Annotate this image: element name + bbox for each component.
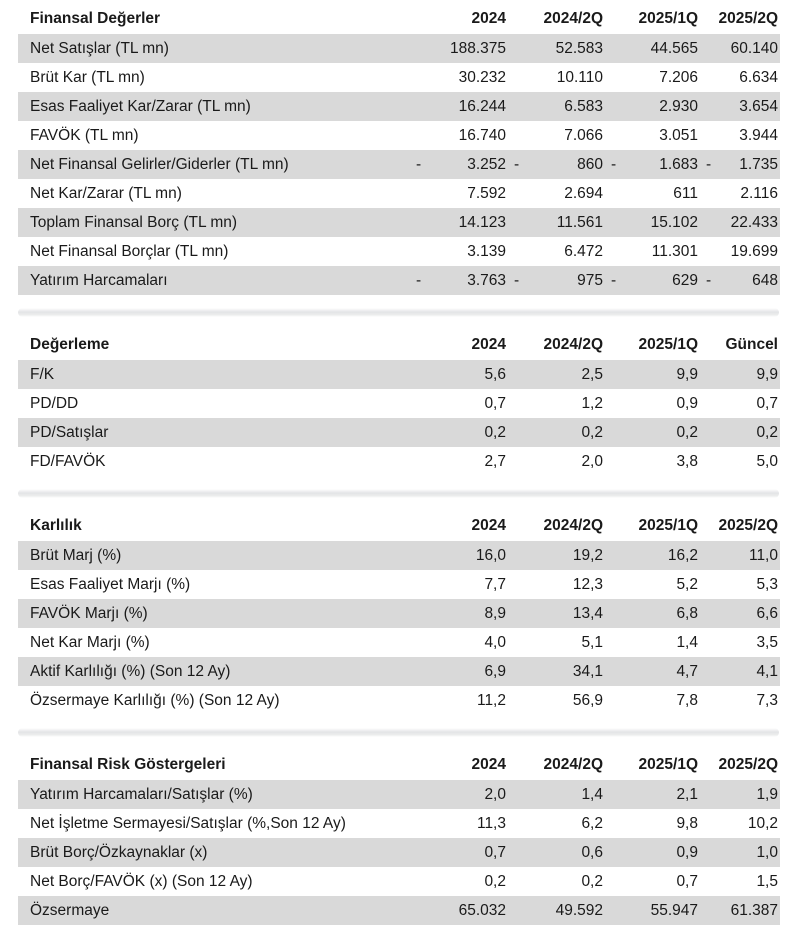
value-text: 8,9 [484, 605, 506, 622]
row-label: Net İşletme Sermayesi/Satışlar (%,Son 12 Ay) [18, 809, 410, 838]
negative-sign: - [706, 156, 712, 173]
table-row [18, 599, 780, 628]
row-value [410, 389, 508, 418]
value-text: 4,1 [756, 663, 778, 680]
value-text: 3.051 [659, 127, 698, 144]
column-header: 2025/1Q [605, 750, 700, 780]
value-text: 3.944 [739, 127, 778, 144]
value-text: 0,6 [581, 844, 603, 861]
row-value [410, 570, 508, 599]
value-text: 1.735 [739, 156, 778, 173]
row-value [508, 599, 605, 628]
row-value [605, 541, 700, 570]
value-text: 6.472 [564, 243, 603, 260]
row-value [508, 34, 605, 63]
value-text: 0,2 [484, 424, 506, 441]
value-text: 4,0 [484, 634, 506, 651]
row-label: Toplam Finansal Borç (TL mn) [18, 208, 410, 237]
row-value [410, 179, 508, 208]
value-text: 7.592 [467, 185, 506, 202]
table-row [18, 179, 780, 208]
row-label: Brüt Borç/Özkaynaklar (x) [18, 838, 410, 867]
value-text: 1,2 [581, 395, 603, 412]
row-label: FAVÖK (TL mn) [18, 121, 410, 150]
row-value [605, 447, 700, 476]
row-value [508, 237, 605, 266]
row-value [508, 809, 605, 838]
value-text: 4,7 [676, 663, 698, 680]
row-value [605, 179, 700, 208]
value-text: 2,1 [676, 786, 698, 803]
row-value [605, 389, 700, 418]
column-header: 2024/2Q [508, 511, 605, 541]
table-row [18, 867, 780, 896]
row-value [508, 389, 605, 418]
row-value [700, 570, 780, 599]
value-text: 11,2 [476, 692, 506, 709]
value-text: 2,5 [581, 366, 603, 383]
separator-band [18, 489, 779, 498]
table-row [18, 570, 780, 599]
table-title: Finansal Değerler [18, 4, 410, 34]
value-text: 3,5 [756, 634, 778, 651]
row-label: Esas Faaliyet Kar/Zarar (TL mn) [18, 92, 410, 121]
row-label: Yatırım Harcamaları [18, 266, 410, 295]
row-value [410, 809, 508, 838]
row-value [410, 63, 508, 92]
row-value [410, 780, 508, 809]
value-text: 0,7 [676, 873, 698, 890]
table-row [18, 208, 780, 237]
column-header: 2024/2Q [508, 750, 605, 780]
row-label: Özsermaye [18, 896, 410, 925]
value-text: 6,6 [756, 605, 778, 622]
block-bottom-gap [0, 476, 797, 489]
value-text: 0,2 [581, 424, 603, 441]
row-value [508, 570, 605, 599]
column-header: 2024/2Q [508, 330, 605, 360]
row-value [700, 92, 780, 121]
block-bottom-gap [0, 715, 797, 728]
row-label: Net Finansal Gelirler/Giderler (TL mn) [18, 150, 410, 179]
table-header-row [18, 4, 780, 34]
table-row [18, 686, 780, 715]
row-value [700, 418, 780, 447]
value-text: 19.699 [730, 243, 778, 260]
value-text: 188.375 [449, 40, 506, 57]
table-row [18, 541, 780, 570]
value-text: 9,9 [676, 366, 698, 383]
value-text: 14.123 [458, 214, 506, 231]
table-row [18, 150, 780, 179]
row-value [605, 838, 700, 867]
row-label: PD/Satışlar [18, 418, 410, 447]
value-text: 11,0 [748, 547, 778, 564]
row-value [605, 63, 700, 92]
row-value [605, 809, 700, 838]
value-text: 52.583 [555, 40, 603, 57]
value-text: 3.139 [467, 243, 506, 260]
value-text: 629 [672, 272, 698, 289]
negative-sign: - [611, 272, 617, 289]
block-separator [0, 728, 797, 737]
negative-sign: - [706, 272, 712, 289]
value-text: 34,1 [572, 663, 603, 680]
value-text: 0,2 [484, 873, 506, 890]
value-text: 2.694 [564, 185, 603, 202]
value-text: 7,8 [676, 692, 698, 709]
value-text: 55.947 [650, 902, 698, 919]
value-text: 2,0 [484, 786, 506, 803]
row-value [508, 208, 605, 237]
row-value [508, 447, 605, 476]
row-value [700, 657, 780, 686]
row-value [700, 686, 780, 715]
row-value [508, 266, 605, 295]
row-label: Brüt Marj (%) [18, 541, 410, 570]
column-header: 2025/2Q [700, 750, 780, 780]
value-text: 11,3 [476, 815, 506, 832]
value-text: 6,2 [581, 815, 603, 832]
row-value [410, 237, 508, 266]
value-text: 0,9 [676, 395, 698, 412]
block-top-gap [0, 498, 797, 511]
separator-band [18, 728, 779, 737]
row-value [700, 121, 780, 150]
row-value [700, 237, 780, 266]
row-value [410, 418, 508, 447]
row-value [700, 628, 780, 657]
value-text: 6,8 [676, 605, 698, 622]
table-header-row [18, 750, 780, 780]
negative-sign: - [514, 156, 520, 173]
block-bottom-gap [0, 295, 797, 308]
negative-sign: - [514, 272, 520, 289]
row-label: Esas Faaliyet Marjı (%) [18, 570, 410, 599]
table-row [18, 447, 780, 476]
value-text: 2,7 [484, 453, 506, 470]
row-value [410, 208, 508, 237]
row-value [410, 121, 508, 150]
value-text: 2.116 [740, 185, 778, 202]
table-row [18, 896, 780, 925]
row-value [700, 266, 780, 295]
value-text: 0,2 [581, 873, 603, 890]
row-value [700, 896, 780, 925]
financial-table [18, 330, 780, 476]
value-text: 22.433 [730, 214, 778, 231]
separator-band [18, 308, 779, 317]
row-value [508, 150, 605, 179]
row-value [605, 896, 700, 925]
row-value [508, 838, 605, 867]
value-text: 6.634 [739, 69, 778, 86]
row-value [508, 867, 605, 896]
column-header: 2024 [410, 4, 508, 34]
table-header-row [18, 330, 780, 360]
value-text: 5,1 [581, 634, 603, 651]
value-text: 2.930 [659, 98, 698, 115]
table-title: Karlılık [18, 511, 410, 541]
row-value [410, 657, 508, 686]
value-text: 7.206 [659, 69, 698, 86]
row-value [605, 92, 700, 121]
value-text: 0,2 [756, 424, 778, 441]
table-row [18, 266, 780, 295]
value-text: 3.763 [467, 272, 506, 289]
row-label: Net Kar Marjı (%) [18, 628, 410, 657]
value-text: 5,3 [756, 576, 778, 593]
row-value [508, 896, 605, 925]
financial-table [18, 750, 780, 925]
value-text: 7.066 [564, 127, 603, 144]
row-value [410, 150, 508, 179]
row-label: FD/FAVÖK [18, 447, 410, 476]
row-label: PD/DD [18, 389, 410, 418]
row-value [605, 867, 700, 896]
value-text: 49.592 [555, 902, 603, 919]
row-label: Net Borç/FAVÖK (x) (Son 12 Ay) [18, 867, 410, 896]
table-header-row [18, 511, 780, 541]
row-value [605, 266, 700, 295]
row-value [605, 570, 700, 599]
value-text: 860 [577, 156, 603, 173]
row-value [605, 360, 700, 389]
value-text: 15.102 [650, 214, 698, 231]
value-text: 16.740 [458, 127, 506, 144]
value-text: 1,5 [756, 873, 778, 890]
row-value [605, 121, 700, 150]
column-header: 2024 [410, 330, 508, 360]
table-row [18, 34, 780, 63]
row-value [410, 628, 508, 657]
value-text: 10,2 [747, 815, 778, 832]
row-label: Net Finansal Borçlar (TL mn) [18, 237, 410, 266]
value-text: 1,9 [756, 786, 778, 803]
value-text: 611 [673, 185, 698, 202]
row-value [605, 208, 700, 237]
row-value [508, 418, 605, 447]
value-text: 1.683 [659, 156, 698, 173]
row-value [605, 628, 700, 657]
column-header: 2024 [410, 511, 508, 541]
row-value [605, 780, 700, 809]
row-value [605, 237, 700, 266]
negative-sign: - [416, 156, 422, 173]
column-header: 2025/1Q [605, 4, 700, 34]
table-title: Değerleme [18, 330, 410, 360]
row-value [605, 686, 700, 715]
value-text: 7,3 [756, 692, 778, 709]
block-separator [0, 489, 797, 498]
value-text: 65.032 [458, 902, 506, 919]
row-label: FAVÖK Marjı (%) [18, 599, 410, 628]
value-text: 11.561 [556, 214, 603, 231]
row-value [605, 34, 700, 63]
row-value [700, 780, 780, 809]
row-value [508, 179, 605, 208]
table-row [18, 628, 780, 657]
row-value [410, 838, 508, 867]
value-text: 9,9 [756, 366, 778, 383]
column-header: Güncel [700, 330, 780, 360]
value-text: 0,7 [756, 395, 778, 412]
value-text: 648 [752, 272, 778, 289]
value-text: 6.583 [564, 98, 603, 115]
value-text: 16,2 [667, 547, 698, 564]
column-header: 2025/1Q [605, 511, 700, 541]
row-value [700, 809, 780, 838]
row-value [700, 360, 780, 389]
value-text: 16.244 [458, 98, 506, 115]
value-text: 12,3 [572, 576, 603, 593]
column-header: 2025/2Q [700, 4, 780, 34]
block-bottom-gap [0, 925, 797, 938]
row-label: Brüt Kar (TL mn) [18, 63, 410, 92]
row-value [700, 599, 780, 628]
table-row [18, 657, 780, 686]
row-value [410, 541, 508, 570]
financial-table [18, 4, 780, 295]
row-value [700, 867, 780, 896]
column-header: 2025/1Q [605, 330, 700, 360]
value-text: 60.140 [730, 40, 778, 57]
row-value [508, 360, 605, 389]
value-text: 6,9 [484, 663, 506, 680]
value-text: 3.654 [739, 98, 778, 115]
row-value [700, 838, 780, 867]
value-text: 0,9 [676, 844, 698, 861]
table-row [18, 237, 780, 266]
value-text: 3,8 [676, 453, 698, 470]
row-value [410, 599, 508, 628]
value-text: 0,2 [676, 424, 698, 441]
value-text: 0,7 [484, 395, 506, 412]
table-blocks-container [0, 4, 797, 938]
row-value [700, 63, 780, 92]
row-label: Yatırım Harcamaları/Satışlar (%) [18, 780, 410, 809]
row-value [700, 34, 780, 63]
row-label: Özsermaye Karlılığı (%) (Son 12 Ay) [18, 686, 410, 715]
row-value [605, 657, 700, 686]
row-value [410, 360, 508, 389]
row-value [410, 867, 508, 896]
row-value [605, 599, 700, 628]
value-text: 0,7 [484, 844, 506, 861]
value-text: 13,4 [572, 605, 603, 622]
value-text: 1,0 [756, 844, 778, 861]
value-text: 2,0 [581, 453, 603, 470]
row-value [508, 628, 605, 657]
row-value [508, 780, 605, 809]
financial-table [18, 511, 780, 715]
block-top-gap [0, 737, 797, 750]
value-text: 56,9 [572, 692, 603, 709]
row-label: Aktif Karlılığı (%) (Son 12 Ay) [18, 657, 410, 686]
table-row [18, 360, 780, 389]
negative-sign: - [416, 272, 422, 289]
value-text: 1,4 [676, 634, 698, 651]
value-text: 3.252 [467, 156, 506, 173]
row-value [508, 541, 605, 570]
value-text: 16,0 [475, 547, 506, 564]
negative-sign: - [611, 156, 617, 173]
column-header: 2024/2Q [508, 4, 605, 34]
table-row [18, 63, 780, 92]
column-header: 2025/2Q [700, 511, 780, 541]
row-value [605, 150, 700, 179]
table-row [18, 418, 780, 447]
row-value [508, 686, 605, 715]
value-text: 5,0 [756, 453, 778, 470]
row-value [410, 92, 508, 121]
row-value [700, 179, 780, 208]
row-label: Net Satışlar (TL mn) [18, 34, 410, 63]
row-value [700, 208, 780, 237]
row-value [410, 686, 508, 715]
value-text: 30.232 [458, 69, 506, 86]
value-text: 975 [577, 272, 603, 289]
row-value [508, 63, 605, 92]
block-separator [0, 308, 797, 317]
table-row [18, 838, 780, 867]
row-value [508, 657, 605, 686]
value-text: 44.565 [650, 40, 698, 57]
row-value [410, 266, 508, 295]
row-value [700, 541, 780, 570]
value-text: 9,8 [676, 815, 698, 832]
row-value [700, 447, 780, 476]
row-value [700, 150, 780, 179]
table-row [18, 92, 780, 121]
table-title: Finansal Risk Göstergeleri [18, 750, 410, 780]
value-text: 1,4 [581, 786, 603, 803]
row-value [410, 447, 508, 476]
column-header: 2024 [410, 750, 508, 780]
table-row [18, 780, 780, 809]
table-row [18, 121, 780, 150]
row-value [410, 896, 508, 925]
row-label: Net Kar/Zarar (TL mn) [18, 179, 410, 208]
row-value [508, 92, 605, 121]
row-label: F/K [18, 360, 410, 389]
value-text: 5,2 [676, 576, 698, 593]
row-value [508, 121, 605, 150]
table-row [18, 389, 780, 418]
value-text: 19,2 [572, 547, 603, 564]
table-row [18, 809, 780, 838]
value-text: 11.301 [651, 243, 698, 260]
row-value [410, 34, 508, 63]
value-text: 7,7 [484, 576, 506, 593]
row-value [605, 418, 700, 447]
value-text: 61.387 [730, 902, 778, 919]
value-text: 5,6 [484, 366, 506, 383]
block-top-gap [0, 317, 797, 330]
value-text: 10.110 [556, 69, 603, 86]
row-value [700, 389, 780, 418]
